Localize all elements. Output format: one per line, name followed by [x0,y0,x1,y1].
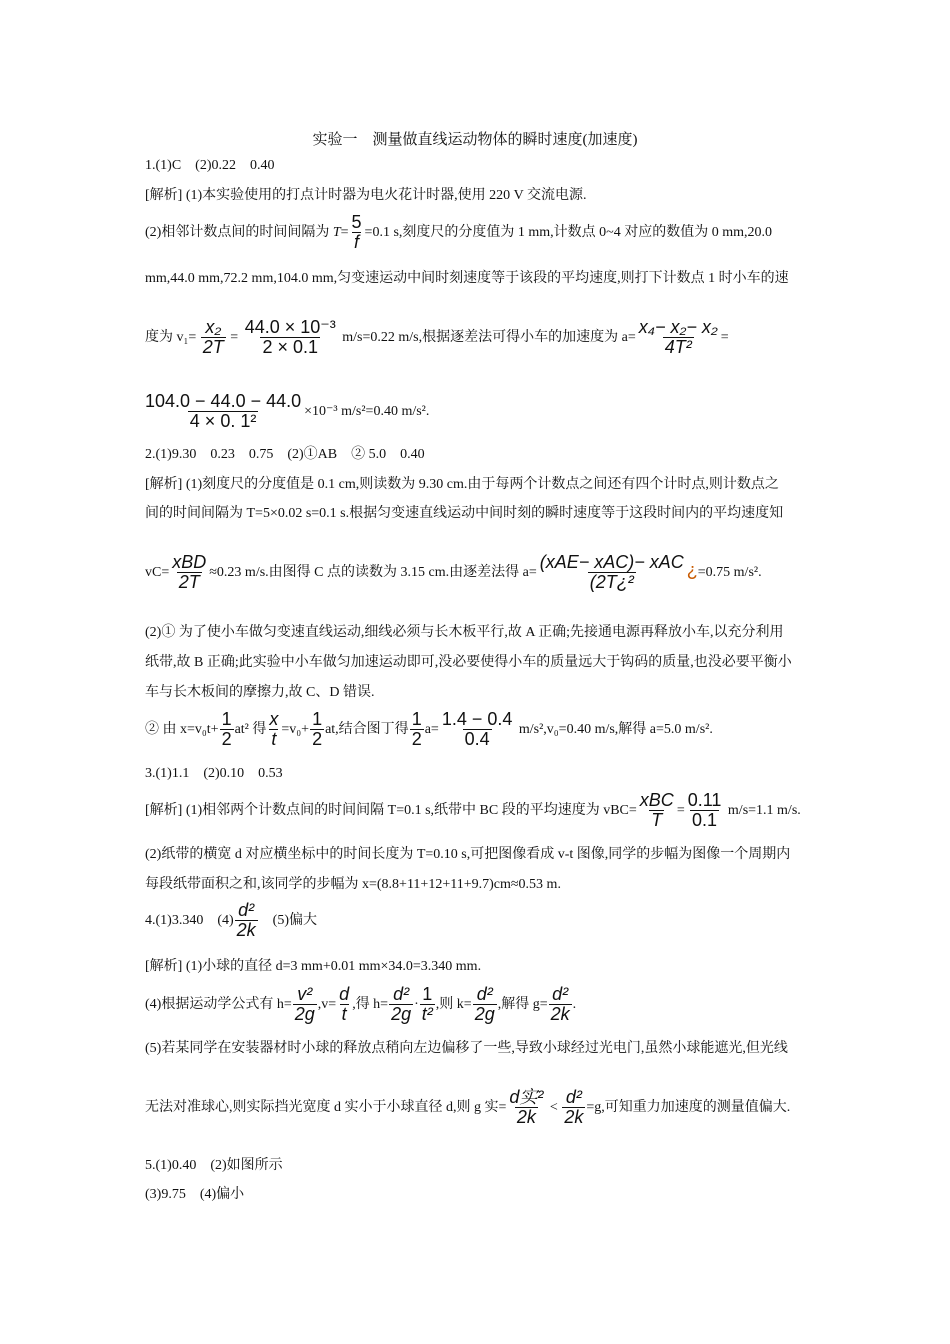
q4-analysis-line1: [解析] (1)小球的直径 d=3 mm+0.01 mm×34.0=3.340 mm. [145,959,482,974]
q1-answer: 1.(1)C (2)0.22 0.40 [145,158,275,173]
q4-analysis-line3: (5)若某同学在安装器材时小球的释放点稍向左边偏移了一些,导致小球经过光电门,虽然小球能遮光,但光线 [145,1041,788,1056]
inverse-t-fraction: $\frac{1}{\text{t²}}$ [421,984,433,1024]
q1-analysis-line4: 度为 v₁= $\frac{\text{x₂}}{2T}$ = $\frac{\text{44.0 × 10⁻³}}{2 \times 0.1}$ m/s=0.22 m/s,根据逐差法可得小车的加速度为 a= $\frac{\text{x₄− x₂− x₂}}{\text{4T²}}$ = [145,317,729,357]
page-title: 实验一 测量做直线运动物体的瞬时速度(加速度) [312,132,638,148]
q2-answer: 2.(1)9.30 0.23 0.75 (2)①AB ② 5.0 0.40 [145,447,425,462]
answer-fraction: $\frac{\text{d²}}{2k}$ [236,900,256,940]
half-fraction: $\frac{1}{2}$ [221,709,232,749]
vc-fraction: xBD 2T [172,552,207,592]
x-over-t-fraction: $\frac{x}{t}$ [269,709,279,749]
vbc-value-fraction: $\frac{0.11}{0.1}$ [687,790,722,830]
q4-answer: 4.(1)3.340 (4) $\frac{\text{d²}}{2k}$ (5)偏大 [145,900,317,940]
h-d-fraction: $\frac{\text{d²}}{2g}$ [391,984,412,1024]
half-fraction: $\frac{1}{2}$ [312,709,323,749]
slope-fraction: $\frac{1.4 - 0.4}{0.4}$ [441,709,513,749]
k-fraction: $\frac{\text{d²}}{2g}$ [474,984,495,1024]
q1-analysis-line3: mm,44.0 mm,72.2 mm,104.0 mm,匀变速运动中间时刻速度等于该段的平均速度,则打下计数点 1 时小车的速 [145,271,789,286]
q2-analysis-b3: 车与长木板间的摩擦力,故 C、D 错误. [145,685,375,700]
q3-answer: 3.(1)1.1 (2)0.10 0.53 [145,766,283,781]
v-fraction: $\frac{d}{t}$ [339,984,350,1024]
q5-answer-line1: 5.(1)0.40 (2)如图所示 [145,1158,283,1173]
vbc-fraction: xBC T [639,790,674,830]
half-fraction: $\frac{1}{2}$ [411,709,422,749]
acceleration-ac-fraction: (xAE− xAC)− xAC (2T¿² [539,552,684,592]
q4-analysis-line4: 无法对准球心,则实际挡光宽度 d 实小于小球直径 d,则 g 实= d实² 2k < $\frac{\text{d²}}{2k}$ =g,可知重力加速度的测量值偏大. [145,1087,791,1127]
q4-analysis-line2: (4)根据运动学公式有 h= $\frac{\text{v²}}{2g}$ ,v= $\frac{d}{t}$ ,得 h= $\frac{\text{d²}}{2g}$ · $\frac{1}{\text{t²}}$ ,则 k= $\frac{\text{d²}}{2g}$ ,解得 g= $\frac{\text{d²}}{2k}$ . [145,984,577,1024]
q2-analysis-line1: [解析] (1)刻度尺的分度值是 0.1 cm,则读数为 9.30 cm.由于每两个计数点之间还有四个计时点,则计数点之 [145,477,779,492]
v1-fraction: $\frac{\text{x₂}}{2T}$ [202,317,224,357]
period-fraction: $\frac{5}{f}$ [351,212,362,252]
acceleration-value-fraction: $\frac{104.0 - 44.0 - 44.0}{\text{4 × 0. 1²}}$ [145,391,302,431]
q3-analysis-line2: (2)纸带的横宽 d 对应横坐标中的时间长度为 T=0.10 s,可把图像看成 v-t 图像,同学的步幅为图像一个周期内 [145,847,791,862]
q3-analysis-line1: [解析] (1)相邻两个计数点间的时间间隔 T=0.1 s,纸带中 BC 段的平均速度为 vBC= xBC T = $\frac{0.11}{0.1}$ m/s=1.1 m/s. [145,790,801,830]
h-fraction: $\frac{\text{v²}}{2g}$ [294,984,315,1024]
q1-analysis-line2: (2)相邻计数点间的时间间隔为 T= $\frac{5}{f}$ =0.1 s,刻度尺的分度值为 1 mm,计数点 0~4 对应的数值为 0 mm,20.0 [145,212,773,252]
q2-analysis-b1: (2)① 为了使小车做匀变速直线运动,细线必须与长木板平行,故 A 正确;先接通电源再释放小车,以充分利用 [145,625,784,640]
q2-analysis-line3: vC= xBD 2T ≈0.23 m/s.由图得 C 点的读数为 3.15 cm.由逐差法得 a= (xAE− xAC)− xAC (2T¿² ¿=0.75 m/s². [145,552,762,592]
g-fraction: $\frac{\text{d²}}{2k}$ [564,1087,584,1127]
g-fraction: $\frac{\text{d²}}{2k}$ [550,984,570,1024]
q2-analysis-b2: 纸带,故 B 正确;此实验中小车做匀加速运动即可,没必要使得小车的质量远大于钩码的质量,也没必要平衡小 [145,655,792,670]
q2-analysis-c: ② 由 x=v₀t+ $\frac{1}{2}$ at² 得 $\frac{x}{t}$ =v₀+ $\frac{1}{2}$ at,结合图丁得 $\frac{1}{2}$ a= $\frac{1.4 - 0.4}{0.4}$ m/s²,v₀=0.40 m/s,解得 a=5.0 m/s². [145,709,713,749]
g-real-fraction: d实² 2k [509,1087,544,1127]
q2-analysis-line2: 间的时间间隔为 T=5×0.02 s=0.1 s.根据匀变速直线运动中间时刻的瞬时速度等于这段时间内的平均速度知 [145,506,784,521]
q3-analysis-line3: 每段纸带面积之和,该同学的步幅为 x=(8.8+11+12+11+9.7)cm≈0.53 m. [145,877,561,892]
q5-answer-line2: (3)9.75 (4)偏小 [145,1187,245,1202]
q1-analysis-line5: $\frac{104.0 - 44.0 - 44.0}{\text{4 × 0. 1²}}$ ×10⁻³ m/s²=0.40 m/s². [145,391,430,431]
q1-analysis-line1: [解析] (1)本实验使用的打点计时器为电火花计时器,使用 220 V 交流电源. [145,188,587,203]
v1-value-fraction: $\frac{\text{44.0 × 10⁻³}}{2 \times 0.1}$ [244,317,336,357]
acceleration-fraction: $\frac{\text{x₄− x₂− x₂}}{\text{4T²}}$ [638,317,718,357]
